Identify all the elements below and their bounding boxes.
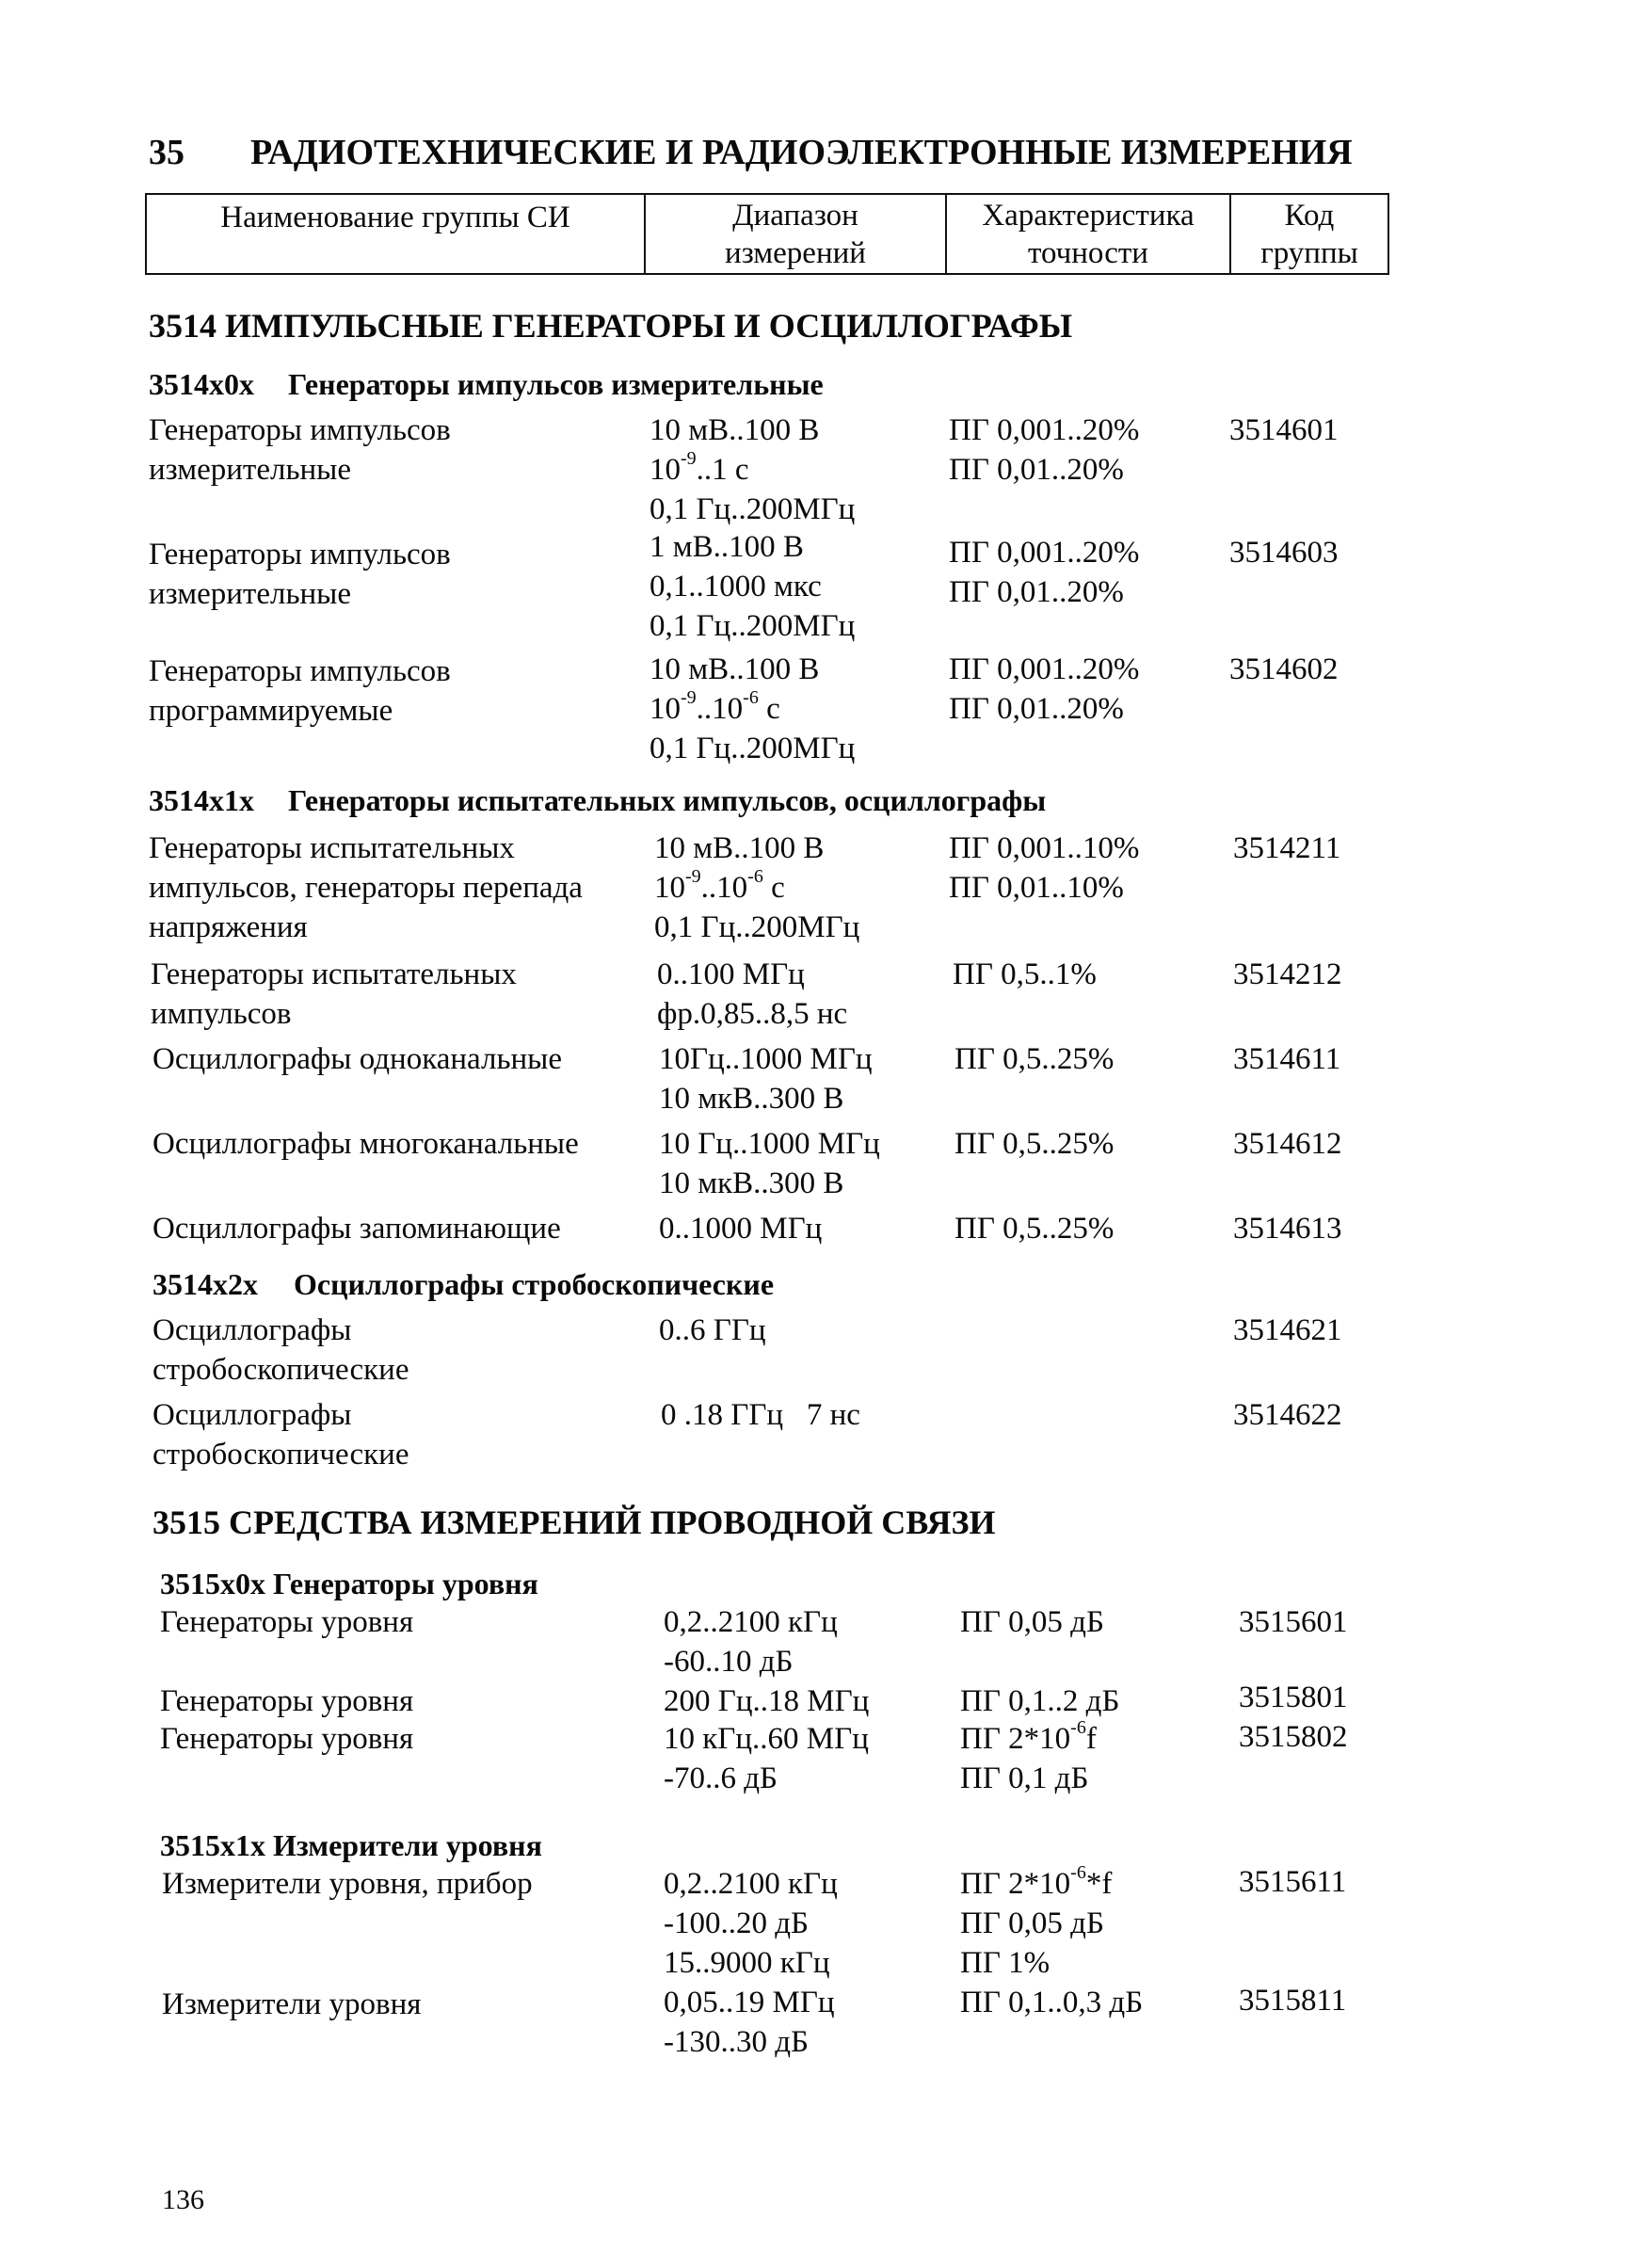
row-name-line: импульсов xyxy=(151,997,292,1031)
row-range-line: 10 мВ..100 В xyxy=(650,413,820,447)
section-title: РАДИОТЕХНИЧЕСКИЕ И РАДИОЭЛЕКТРОННЫЕ ИЗМЕРЕНИЯ xyxy=(250,133,1353,172)
row-name: Осциллографы одноканальные xyxy=(152,1042,562,1076)
row-code: 3515601 xyxy=(1239,1605,1348,1639)
row-range-line: 1 мВ..100 В xyxy=(650,530,804,564)
row-code: 3515802 xyxy=(1239,1720,1348,1754)
row-range-line: 0,05..19 МГц xyxy=(664,1986,835,2019)
header-col-range-line1: Диапазон xyxy=(732,198,858,233)
row-accuracy xyxy=(949,650,1139,729)
row-range xyxy=(659,1124,880,1203)
row-accuracy-line: ПГ 0,001..20% xyxy=(949,536,1140,570)
row-name-line: импульсов, генераторы перепада xyxy=(149,871,583,905)
row-range: 0..1000 МГц xyxy=(659,1212,823,1246)
range-base: 10 xyxy=(650,692,681,726)
header-col-code-line2: группы xyxy=(1260,235,1358,270)
row-name-line: стробоскопические xyxy=(152,1353,409,1387)
row-range-line: 0,1 Гц..200МГц xyxy=(650,609,856,643)
row-name: Генераторы уровня xyxy=(160,1605,414,1639)
row-code: 3514602 xyxy=(1229,652,1339,686)
header-col-accuracy xyxy=(947,195,1231,273)
row-range-line: -100..20 дБ xyxy=(664,1906,809,1940)
accuracy-base: ПГ 2*10 xyxy=(960,1722,1071,1756)
range-base: 10 xyxy=(654,871,685,905)
row-name-line: Генераторы импульсов xyxy=(149,654,451,688)
header-col-range xyxy=(646,195,947,273)
row-range-line: 0,1 Гц..200МГц xyxy=(654,910,860,944)
row-accuracy: ПГ 0,1..0,3 дБ xyxy=(960,1986,1144,2019)
row-range-line xyxy=(650,450,855,490)
subsection-title: Генераторы импульсов измерительные xyxy=(288,367,824,401)
row-range: 0..6 ГГц xyxy=(659,1313,766,1347)
subsection-code: 3514x2x xyxy=(152,1267,258,1301)
row-name-line: Генераторы импульсов xyxy=(149,538,451,571)
row-name-line: Генераторы испытательных xyxy=(151,957,517,991)
row-range: 0 .18 ГГц 7 нс xyxy=(661,1398,860,1432)
row-code: 3514601 xyxy=(1229,413,1339,447)
row-name-line: измерительные xyxy=(149,453,351,487)
row-range xyxy=(664,1864,838,1983)
row-name xyxy=(149,651,451,731)
subsection-heading-3515x1x: 3515x1x Измерители уровня xyxy=(160,1828,542,1862)
row-range: 200 Гц..18 МГц xyxy=(664,1684,870,1718)
row-name-line: стробоскопические xyxy=(152,1438,409,1472)
row-range-line xyxy=(654,868,859,908)
row-name xyxy=(151,955,517,1034)
accuracy-rest: *f xyxy=(1085,1867,1113,1901)
section-number: 35 xyxy=(149,133,184,172)
accuracy-rest: f xyxy=(1085,1722,1097,1756)
range-base: 10 xyxy=(650,453,681,487)
row-name xyxy=(149,535,451,614)
row-range-line: фр.0,85..8,5 нс xyxy=(657,997,848,1031)
range-rest: с xyxy=(758,692,780,726)
row-accuracy-line: ПГ 0,01..10% xyxy=(949,871,1124,905)
page-title xyxy=(149,132,1353,173)
subsection-heading-3514x1x xyxy=(149,783,1046,818)
accuracy-exponent: -6 xyxy=(1070,1862,1086,1883)
row-range-line: 10 кГц..60 МГц xyxy=(664,1722,869,1756)
row-range-line: 10 Гц..1000 МГц xyxy=(659,1127,880,1161)
header-col-name-label: Наименование группы СИ xyxy=(220,201,570,234)
row-accuracy-line xyxy=(960,1864,1112,1904)
row-code: 3514622 xyxy=(1233,1398,1342,1432)
row-name: Измерители уровня xyxy=(162,1987,422,2021)
accuracy-exponent: -6 xyxy=(1070,1717,1086,1738)
range-exponent: -9 xyxy=(685,866,701,887)
row-name: Осциллографы запоминающие xyxy=(152,1212,561,1246)
row-code: 3514212 xyxy=(1233,957,1342,991)
range-mid: ..10 xyxy=(696,692,744,726)
row-accuracy-line: ПГ 0,01..20% xyxy=(949,575,1124,609)
row-name xyxy=(149,828,583,947)
row-range xyxy=(650,527,855,646)
row-code: 3515811 xyxy=(1239,1984,1347,2018)
header-col-code-line1: Код xyxy=(1284,198,1335,233)
row-range-line: 15..9000 кГц xyxy=(664,1946,830,1980)
row-range-line: 10 мкВ..300 В xyxy=(659,1082,844,1116)
row-range xyxy=(657,955,847,1034)
row-name-line: программируемые xyxy=(149,694,393,728)
row-code: 3515801 xyxy=(1239,1681,1348,1714)
row-name-line: Осциллографы xyxy=(152,1313,352,1347)
row-name: Генераторы уровня xyxy=(160,1684,414,1718)
row-range-line: 0,1 Гц..200МГц xyxy=(650,492,856,526)
section-heading-3514: 3514 ИМПУЛЬСНЫЕ ГЕНЕРАТОРЫ И ОСЦИЛЛОГРАФЫ xyxy=(149,307,1073,345)
row-name xyxy=(152,1395,409,1474)
header-col-accuracy-line2: точности xyxy=(1028,235,1148,270)
range-exponent: -9 xyxy=(681,687,697,708)
range-exponent: -6 xyxy=(743,687,759,708)
row-range xyxy=(650,410,855,529)
row-name-line: Осциллографы xyxy=(152,1398,352,1432)
row-range-line: -70..6 дБ xyxy=(664,1761,778,1795)
row-accuracy: ПГ 0,5..25% xyxy=(954,1212,1115,1246)
row-range xyxy=(664,1983,835,2062)
row-accuracy-line: ПГ 1% xyxy=(960,1946,1051,1980)
row-range-line: -60..10 дБ xyxy=(664,1645,794,1679)
table-header xyxy=(145,193,1389,275)
row-range xyxy=(654,828,859,947)
row-accuracy: ПГ 0,05 дБ xyxy=(960,1605,1104,1639)
row-accuracy-line xyxy=(960,1719,1097,1759)
row-accuracy: ПГ 0,5..25% xyxy=(954,1127,1115,1161)
row-accuracy-line: ПГ 0,1 дБ xyxy=(960,1761,1089,1795)
row-accuracy xyxy=(949,410,1139,490)
row-range-line: 10Гц..1000 МГц xyxy=(659,1042,873,1076)
header-col-accuracy-line1: Характеристика xyxy=(982,198,1195,233)
subsection-code: 3514x1x xyxy=(149,783,254,817)
row-name-line: напряжения xyxy=(149,910,308,944)
row-code: 3514603 xyxy=(1229,536,1339,570)
header-col-code xyxy=(1231,195,1387,273)
row-code: 3514621 xyxy=(1233,1313,1342,1347)
range-rest: с xyxy=(762,871,785,905)
row-range xyxy=(664,1719,869,1798)
range-exponent: -6 xyxy=(747,866,763,887)
row-range xyxy=(664,1602,838,1681)
row-code: 3514612 xyxy=(1233,1127,1342,1161)
row-accuracy: ПГ 0,5..1% xyxy=(953,957,1097,991)
row-name-line: Генераторы импульсов xyxy=(149,413,451,447)
row-name: Осциллографы многоканальные xyxy=(152,1127,579,1161)
row-name-line: Генераторы испытательных xyxy=(149,831,515,865)
row-accuracy xyxy=(960,1719,1097,1798)
row-name-line: измерительные xyxy=(149,577,351,611)
range-mid: ..10 xyxy=(700,871,748,905)
subsection-heading-3515x0x: 3515x0x Генераторы уровня xyxy=(160,1567,538,1600)
row-code: 3514613 xyxy=(1233,1212,1342,1246)
row-range-line: 10 мВ..100 В xyxy=(650,652,820,686)
subsection-title: Осциллографы стробоскопические xyxy=(294,1267,775,1301)
row-accuracy: ПГ 0,1..2 дБ xyxy=(960,1684,1120,1718)
subsection-heading-3514x0x xyxy=(149,367,824,402)
row-accuracy xyxy=(949,533,1139,612)
row-accuracy-line: ПГ 0,01..20% xyxy=(949,453,1124,487)
row-code: 3514611 xyxy=(1233,1042,1341,1076)
row-name xyxy=(149,410,451,490)
row-range xyxy=(650,650,855,768)
row-code: 3514211 xyxy=(1233,831,1341,865)
row-accuracy-line: ПГ 0,05 дБ xyxy=(960,1906,1104,1940)
row-range-line xyxy=(650,689,855,729)
header-col-name xyxy=(147,195,646,273)
row-code: 3515611 xyxy=(1239,1865,1347,1899)
header-col-range-line2: измерений xyxy=(725,235,866,270)
subsection-title: Генераторы испытательных импульсов, осциллографы xyxy=(288,783,1047,817)
range-exponent: -9 xyxy=(681,448,697,469)
row-name: Измерители уровня, прибор xyxy=(162,1867,533,1901)
row-range-line: -130..30 дБ xyxy=(664,2025,809,2059)
row-range-line: 0,1 Гц..200МГц xyxy=(650,732,856,765)
row-accuracy: ПГ 0,5..25% xyxy=(954,1042,1115,1076)
row-range-line: 10 мкВ..300 В xyxy=(659,1166,844,1200)
range-rest: ..1 с xyxy=(696,453,749,487)
row-range-line: 0,2..2100 кГц xyxy=(664,1867,838,1901)
row-accuracy-line: ПГ 0,001..10% xyxy=(949,831,1140,865)
row-range-line: 10 мВ..100 В xyxy=(654,831,825,865)
section-heading-3515: 3515 СРЕДСТВА ИЗМЕРЕНИЙ ПРОВОДНОЙ СВЯЗИ xyxy=(152,1504,996,1541)
row-name: Генераторы уровня xyxy=(160,1722,414,1756)
subsection-heading-3514x2x xyxy=(152,1267,774,1302)
row-accuracy-line: ПГ 0,001..20% xyxy=(949,413,1140,447)
row-accuracy xyxy=(960,1864,1112,1983)
accuracy-base: ПГ 2*10 xyxy=(960,1867,1071,1901)
row-range-line: 0,2..2100 кГц xyxy=(664,1605,838,1639)
row-accuracy-line: ПГ 0,001..20% xyxy=(949,652,1140,686)
row-range-line: 0,1..1000 мкс xyxy=(650,570,822,603)
row-range-line: 0..100 МГц xyxy=(657,957,805,991)
row-accuracy-line: ПГ 0,01..20% xyxy=(949,692,1124,726)
row-accuracy xyxy=(949,828,1139,908)
subsection-code: 3514x0x xyxy=(149,367,254,401)
row-name xyxy=(152,1311,409,1390)
page-number: 136 xyxy=(162,2184,204,2215)
row-range xyxy=(659,1039,873,1118)
